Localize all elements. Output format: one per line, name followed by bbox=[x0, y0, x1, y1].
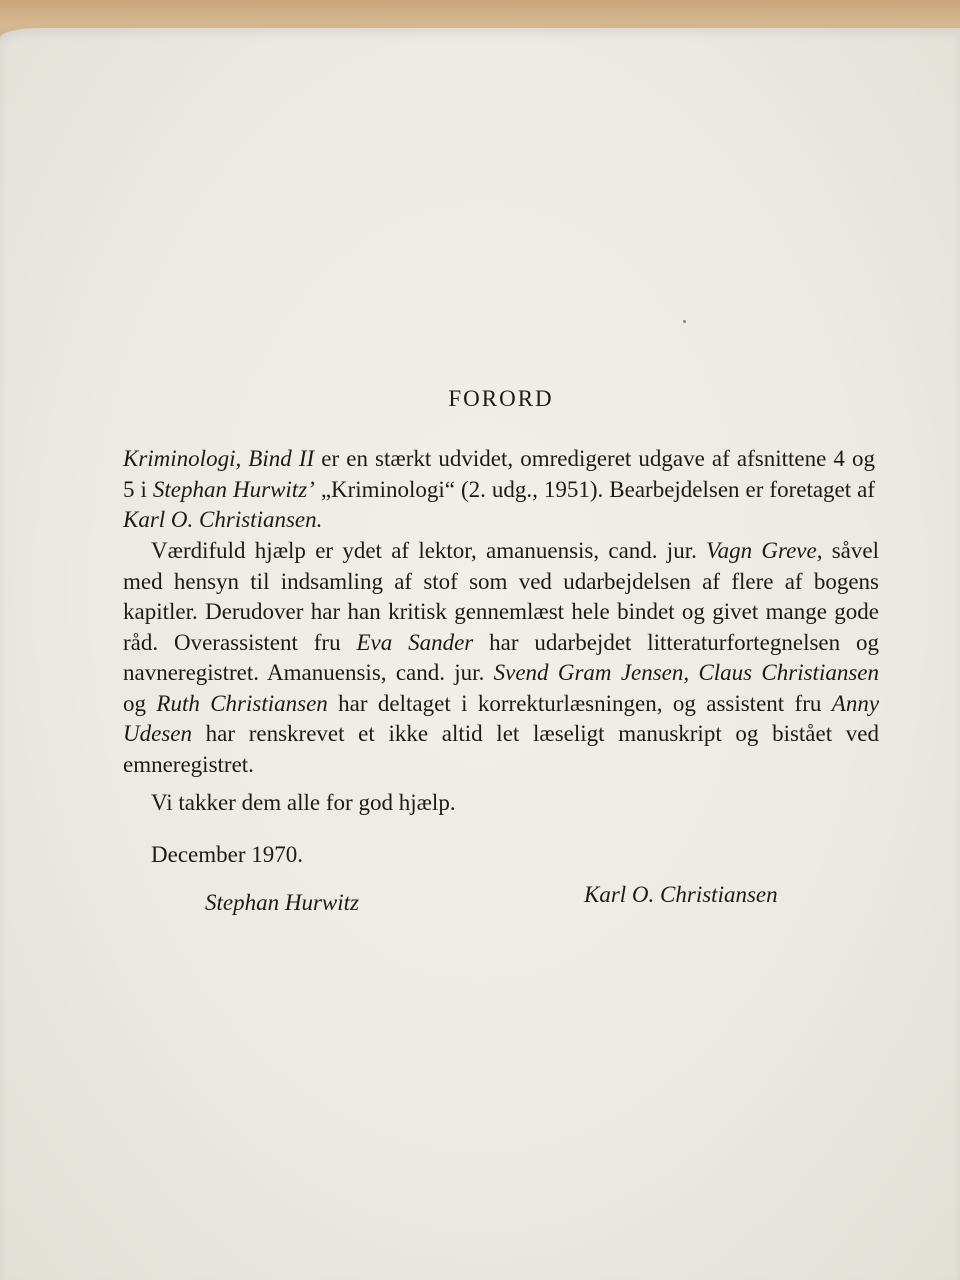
editor-name: Karl O. Christiansen. bbox=[123, 507, 323, 532]
intro-text-1: er en stærkt udvidet, omredigeret udgave af afsnittene 4 og 5 i bbox=[123, 446, 875, 502]
thanks-paragraph: Vi takker dem alle for god hjælp. bbox=[151, 790, 456, 815]
book-title: Kriminologi, Bind II bbox=[123, 446, 315, 471]
ack-text-1: Værdifuld hjælp er ydet af lektor, amanuensis, cand. jur. bbox=[151, 538, 707, 563]
paper-speck bbox=[683, 320, 686, 323]
ack-name-1: Vagn Greve, bbox=[706, 538, 823, 563]
ack-text-2: såvel med hensyn til indsamling af stof som ved udarbejdelsen af flere af bogens kapitler. Derudover har han kritisk gennemlæst hele bindet og givet mange gode råd. Overassistent fru bbox=[123, 538, 879, 655]
signature-right: Karl O. Christiansen bbox=[584, 882, 778, 907]
book-page bbox=[0, 28, 960, 1280]
ack-text-5: har deltaget i korrekturlæsningen, og assistent fru bbox=[327, 690, 832, 716]
ack-name-5: Anny Udesen bbox=[123, 690, 880, 746]
acknowledgement-paragraph bbox=[123, 536, 879, 780]
date-line: December 1970. bbox=[151, 842, 303, 867]
ack-name-4: Ruth Christiansen bbox=[156, 690, 328, 716]
intro-text-2: „Kriminologi“ (2. udg., 1951). Bearbejdelsen er foretaget af bbox=[314, 476, 876, 502]
ack-name-3: Svend Gram Jensen, Claus Christiansen bbox=[493, 660, 879, 685]
signature-left: Stephan Hurwitz bbox=[205, 890, 359, 915]
ack-text-3: har udarbejdet litteraturfortegnelsen og navneregistret. Amanuensis, cand. jur. bbox=[123, 629, 880, 685]
ack-text-4: og bbox=[123, 690, 157, 716]
author-name: Stephan Hurwitz’ bbox=[152, 476, 315, 502]
ack-name-2: Eva Sander bbox=[356, 629, 474, 655]
intro-paragraph bbox=[123, 444, 875, 536]
page-heading: FORORD bbox=[448, 386, 554, 411]
ack-text-6: har renskrevet et ikke altid let læseligt manuskript og bistået ved emneregistret. bbox=[123, 721, 879, 777]
